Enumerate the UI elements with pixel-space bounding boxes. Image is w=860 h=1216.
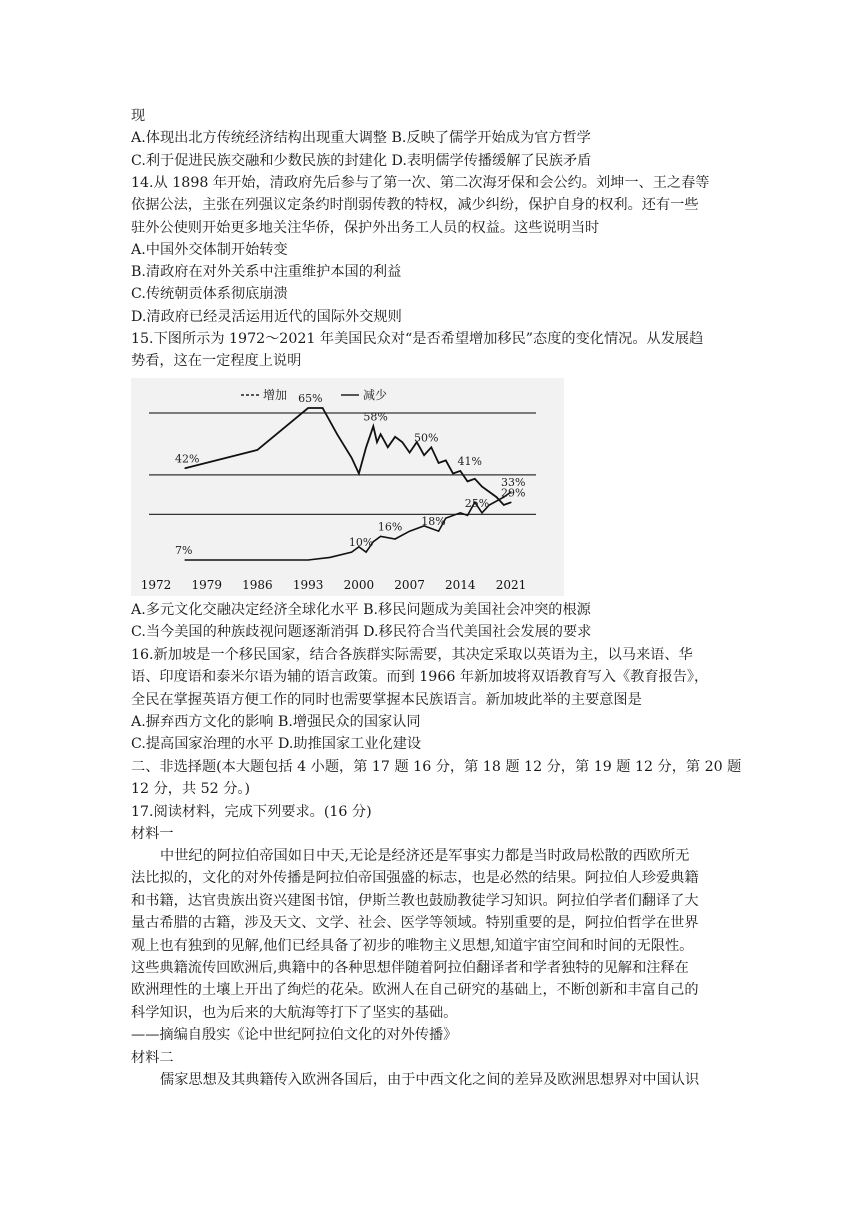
x-tick-label: 1979 [191, 578, 222, 592]
data-point [380, 536, 381, 537]
text-line: 17.阅读材料，完成下列要求。(16 分) [131, 803, 372, 820]
text-line: A.中国外交体制开始转变 [131, 241, 288, 258]
x-tick-label: 1993 [292, 578, 324, 592]
immigration-chart [131, 378, 564, 596]
data-point [184, 468, 185, 469]
data-point [337, 434, 338, 435]
data-point [431, 447, 432, 448]
data-point [467, 515, 468, 516]
data-point [481, 512, 482, 513]
data-point [394, 538, 395, 539]
data-label: 18% [421, 515, 446, 529]
data-point [452, 473, 453, 474]
data-label: 50% [414, 431, 439, 445]
text-line: 法比拟的，文化的对外传播是阿拉伯帝国强盛的标志，也是必然的结果。阿拉伯人珍爱典籍 [131, 870, 699, 887]
data-point [445, 460, 446, 461]
data-point [496, 497, 497, 498]
text-line: C.提高国家治理的水平 D.助推国家工业化建设 [131, 736, 422, 753]
data-label: 10% [348, 536, 374, 550]
data-point [329, 557, 330, 558]
data-point [308, 407, 309, 408]
text-line: 依据公法，主张在列强议定条约时削弱传教的特权，减少纠纷，保护自身的权利。还有一些 [131, 197, 699, 214]
text-line: 材料一 [131, 826, 174, 842]
x-tick-label: 2007 [394, 578, 425, 592]
text-line: D.清政府已经灵活运用近代的国际外交规则 [131, 308, 402, 325]
data-point [366, 552, 367, 553]
data-point [322, 407, 323, 408]
text-line: 量古希腊的古籍，涉及天文、文学、社会、医学等领域。特别重要的是，阿拉伯哲学在世界 [131, 915, 699, 932]
text-line: C.利于促进民族交融和少数民族的封建化 D.表明儒学传播缓解了民族矛盾 [131, 152, 592, 169]
text-line: C.传统朝贡体系彻底崩溃 [131, 286, 288, 303]
data-point [438, 531, 439, 532]
data-point [257, 449, 258, 450]
data-point [373, 426, 374, 427]
text-line: 语、印度语和泰米尔语为辅的语言政策。而到 1966 年新加坡将双语教育写入《教育报告》， [131, 669, 709, 686]
data-point [460, 470, 461, 471]
text-line: 驻外公使则开始更多地关注华侨，保护外出务工人员的权益。这些说明当时 [131, 219, 600, 236]
data-point [394, 436, 395, 437]
data-point [409, 452, 410, 453]
data-label: 16% [377, 520, 403, 534]
text-line: 科学知识，也为后来的大航海等打下了坚实的基础。 [131, 1004, 458, 1021]
text-line: 全民在掌握英语方便工作的同时也需要掌握本民族语言。新加坡此举的主要意图是 [131, 691, 642, 708]
text-line: 材料二 [131, 1049, 174, 1066]
data-point [351, 457, 352, 458]
data-label: 41% [457, 454, 482, 468]
text-line: 12 分，共 52 分。) [131, 781, 251, 798]
data-point [423, 455, 424, 456]
data-label: 42% [174, 452, 200, 466]
legend-label-increase: 增加 [263, 388, 288, 402]
data-point [467, 481, 468, 482]
text-line: 欧洲理性的土壤上开出了绚烂的花朵。欧洲人在自己研究的基础上，不断创新和丰富自己的 [131, 982, 699, 999]
series-line-increase [185, 492, 511, 560]
data-point [460, 512, 461, 513]
text-line: 这些典籍流传回欧洲后,典籍中的各种思想伴随着阿拉伯翻译者和学者独特的见解和注释在 [131, 960, 689, 976]
chart-svg [131, 378, 564, 596]
text-line: A.多元文化交融决定经济全球化水平 B.移民问题成为美国社会冲突的根源 [131, 602, 591, 618]
text-line: 儒家思想及其典籍传入欧洲各国后，由于中西文化之间的差异及欧洲思想界对中国认识 [160, 1072, 700, 1088]
data-label: 25% [464, 496, 490, 510]
text-line: 和书籍，达官贵族出资兴建图书馆，伊斯兰教也鼓励教徒学习知识。阿拉伯学者们翻译了大 [131, 892, 699, 909]
text-line: A.体现出北方传统经济结构出现重大调整 B.反映了儒学开始成为官方哲学 [131, 130, 591, 147]
x-tick-label: 2000 [343, 578, 375, 592]
data-point [438, 462, 439, 463]
data-point [308, 559, 309, 560]
data-point [402, 441, 403, 442]
text-line: ——摘编自殷实《论中世纪阿拉伯文化的对外传播》 [131, 1027, 458, 1044]
data-point [380, 434, 381, 435]
data-label: 29% [501, 486, 526, 500]
text-line: A.摒弃西方文化的影响 B.增强民众的国家认同 [131, 714, 421, 730]
text-line: 观上也有独到的见解,他们已经具备了初步的唯物主义思想,知道宇宙空间和时间的无限性。 [131, 937, 694, 954]
data-label: 65% [298, 392, 323, 405]
x-tick-label: 1986 [242, 578, 273, 592]
data-label: 7% [174, 544, 193, 557]
data-point [376, 441, 377, 442]
data-point [409, 531, 410, 532]
text-line: 现 [131, 108, 146, 124]
data-point [510, 502, 511, 503]
data-label: 33% [501, 475, 526, 489]
text-line: 二、非选择题(本大题包括 4 小题，第 17 题 16 分，第 18 题 12 分，第 19 题 12 分，第 20 题 [131, 758, 742, 775]
x-tick-label: 1972 [140, 578, 172, 592]
text-line: 16.新加坡是一个移民国家，结合各族群实际需要，其决定采取以英语为主，以马来语、华 [131, 646, 693, 663]
text-line: B.清政府在对外关系中注重维护本国的利益 [131, 264, 402, 281]
text-line: C.当今美国的种族歧视问题逐渐消弭 D.移民符合当代美国社会发展的要求 [131, 624, 592, 641]
x-tick-label: 2014 [445, 578, 476, 592]
text-line: 14.从 1898 年开始，清政府先后参与了第一次、第二次海牙保和会公约。刘坤一、王之春等 [131, 174, 710, 191]
data-point [489, 491, 490, 492]
data-point [474, 478, 475, 479]
x-tick-label: 2021 [495, 578, 527, 592]
text-line: 15.下图所示为 1972～2021 年美国民众对“是否希望增加移民”态度的变化情况。从发展趋 [131, 331, 704, 347]
data-point [387, 447, 388, 448]
text-line: 势看，这在一定程度上说明 [131, 353, 302, 370]
data-point [184, 559, 185, 560]
data-point [351, 552, 352, 553]
data-point [366, 447, 367, 448]
data-point [358, 473, 359, 474]
text-line: 中世纪的阿拉伯帝国如日中天,无论是经济还是军事实力都是当时政局松散的西欧所无 [160, 848, 690, 864]
data-point [481, 486, 482, 487]
legend-label-decrease: 减少 [363, 388, 388, 402]
data-point [503, 504, 504, 505]
data-label: 58% [363, 410, 388, 424]
